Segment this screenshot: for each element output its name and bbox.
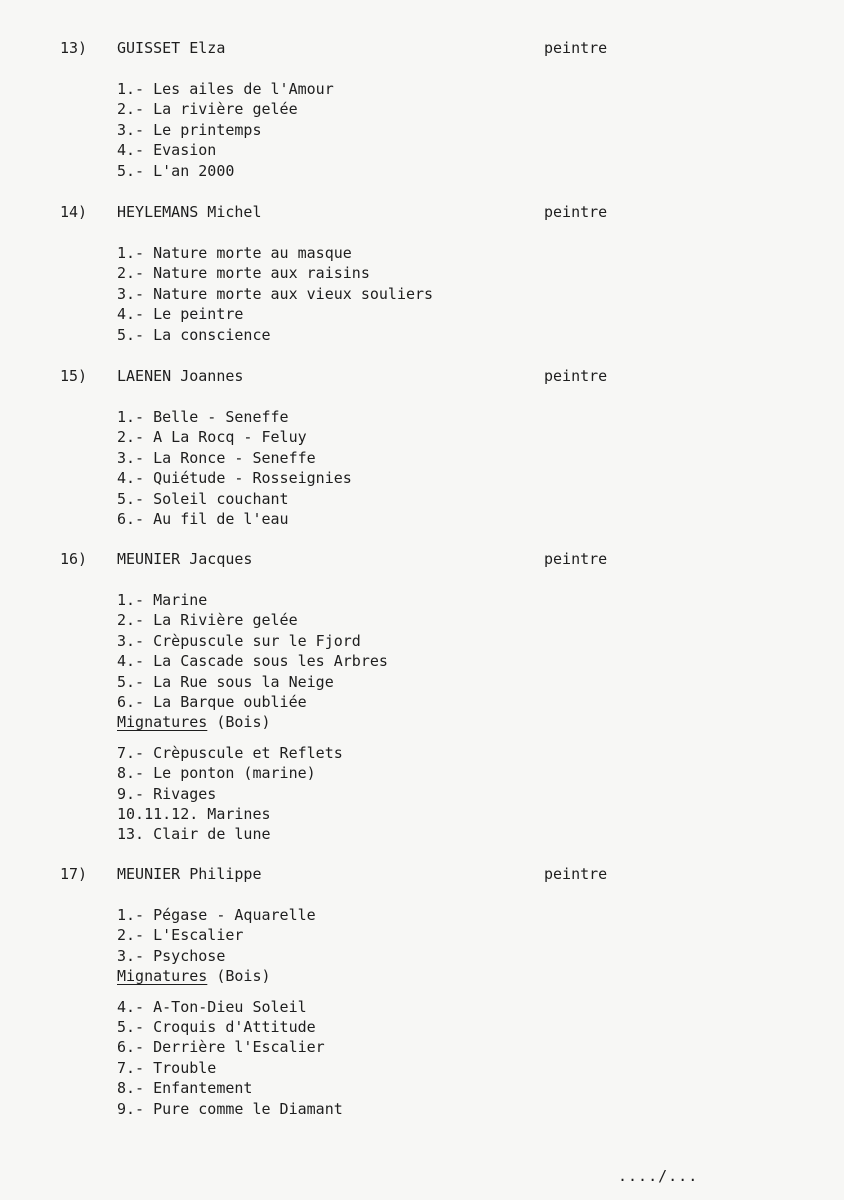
artwork-item: 2.- La rivière gelée xyxy=(117,100,298,119)
artwork-list xyxy=(117,590,388,845)
artist-role: peintre xyxy=(544,550,608,568)
artist-role: peintre xyxy=(544,39,608,57)
miniatures-heading xyxy=(117,712,388,732)
artwork-item: 3.- La Ronce - Seneffe xyxy=(117,448,316,467)
artwork-item: 5.- Soleil couchant xyxy=(117,489,289,508)
artwork-item: 5.- La conscience xyxy=(117,325,271,344)
artwork-item: 2.- La Rivière gelée xyxy=(117,611,298,630)
entry-number: 15) xyxy=(60,367,88,385)
artwork-item: 6.- Au fil de l'eau xyxy=(117,509,289,528)
artwork-item: 7.- Crèpuscule et Reflets xyxy=(117,743,343,762)
artwork-item: 8.- Enfantement xyxy=(117,1079,253,1098)
entry-15 xyxy=(0,366,844,528)
artwork-item: 1.- Pégase - Aquarelle xyxy=(117,906,316,924)
artwork-item: 1.- Belle - Seneffe xyxy=(117,408,289,426)
artwork-item: 4.- A-Ton-Dieu Soleil xyxy=(117,997,307,1016)
artwork-list xyxy=(117,79,334,181)
artwork-item: 4.- Le peintre xyxy=(117,305,244,324)
entry-16 xyxy=(0,549,844,844)
miniatures-note: (Bois) xyxy=(207,967,271,986)
artwork-list xyxy=(117,407,352,529)
artist-role: peintre xyxy=(544,367,608,385)
artist-name: HEYLEMANS Michel xyxy=(117,203,262,221)
entry-14 xyxy=(0,202,844,344)
artwork-item: 5.- L'an 2000 xyxy=(117,161,235,180)
artwork-item: 3.- Crèpuscule sur le Fjord xyxy=(117,631,361,650)
artwork-item: 9.- Pure comme le Diamant xyxy=(117,1099,343,1118)
artwork-item: 2.- Nature morte aux raisins xyxy=(117,264,370,283)
artwork-item: 13. Clair de lune xyxy=(117,825,271,844)
artwork-item: 7.- Trouble xyxy=(117,1058,217,1077)
entry-header xyxy=(0,38,844,58)
entry-number: 14) xyxy=(60,203,88,221)
miniatures-heading xyxy=(117,966,343,986)
artist-role: peintre xyxy=(544,865,608,883)
miniatures-title: Mignatures xyxy=(117,967,208,986)
artwork-item: 4.- La Cascade sous les Arbres xyxy=(117,652,388,671)
artwork-item: 2.- A La Rocq - Feluy xyxy=(117,428,307,447)
artwork-item: 4.- Quiétude - Rosseignies xyxy=(117,469,352,488)
artwork-item: 3.- Nature morte aux vieux souliers xyxy=(117,284,434,303)
spacer xyxy=(117,987,343,997)
artist-name: MEUNIER Jacques xyxy=(117,550,253,568)
artwork-item: 9.- Rivages xyxy=(117,784,217,803)
entry-number: 13) xyxy=(60,39,88,57)
page-continuation-marker: ..../... xyxy=(618,1167,699,1185)
artist-role: peintre xyxy=(544,203,608,221)
artwork-item: 1.- Les ailes de l'Amour xyxy=(117,80,334,98)
artist-name: GUISSET Elza xyxy=(117,39,226,57)
entry-number: 17) xyxy=(60,865,88,883)
artwork-list xyxy=(117,905,343,1119)
artwork-list xyxy=(117,243,433,345)
entry-number: 16) xyxy=(60,550,88,568)
artist-name: MEUNIER Philippe xyxy=(117,865,262,883)
artwork-item: 6.- La Barque oubliée xyxy=(117,692,307,711)
artwork-item: 2.- L'Escalier xyxy=(117,926,244,945)
entry-header xyxy=(0,202,844,222)
entry-header xyxy=(0,366,844,386)
spacer xyxy=(117,733,388,743)
entry-header xyxy=(0,549,844,569)
artwork-item: 5.- Croquis d'Attitude xyxy=(117,1017,316,1036)
artwork-item: 1.- Marine xyxy=(117,591,208,609)
artist-name: LAENEN Joannes xyxy=(117,367,244,385)
entry-13 xyxy=(0,38,844,180)
artwork-item: 6.- Derrière l'Escalier xyxy=(117,1038,325,1057)
artwork-item: 4.- Evasion xyxy=(117,141,217,160)
entry-header xyxy=(0,864,844,884)
artwork-item: 3.- Le printemps xyxy=(117,120,262,139)
entry-17 xyxy=(0,864,844,1118)
artwork-item: 10.11.12. Marines xyxy=(117,804,271,823)
artwork-item: 8.- Le ponton (marine) xyxy=(117,764,316,783)
artwork-item: 5.- La Rue sous la Neige xyxy=(117,672,334,691)
miniatures-note: (Bois) xyxy=(207,713,271,732)
artwork-item: 3.- Psychose xyxy=(117,946,226,965)
miniatures-title: Mignatures xyxy=(117,713,208,732)
artwork-item: 1.- Nature morte au masque xyxy=(117,244,352,262)
